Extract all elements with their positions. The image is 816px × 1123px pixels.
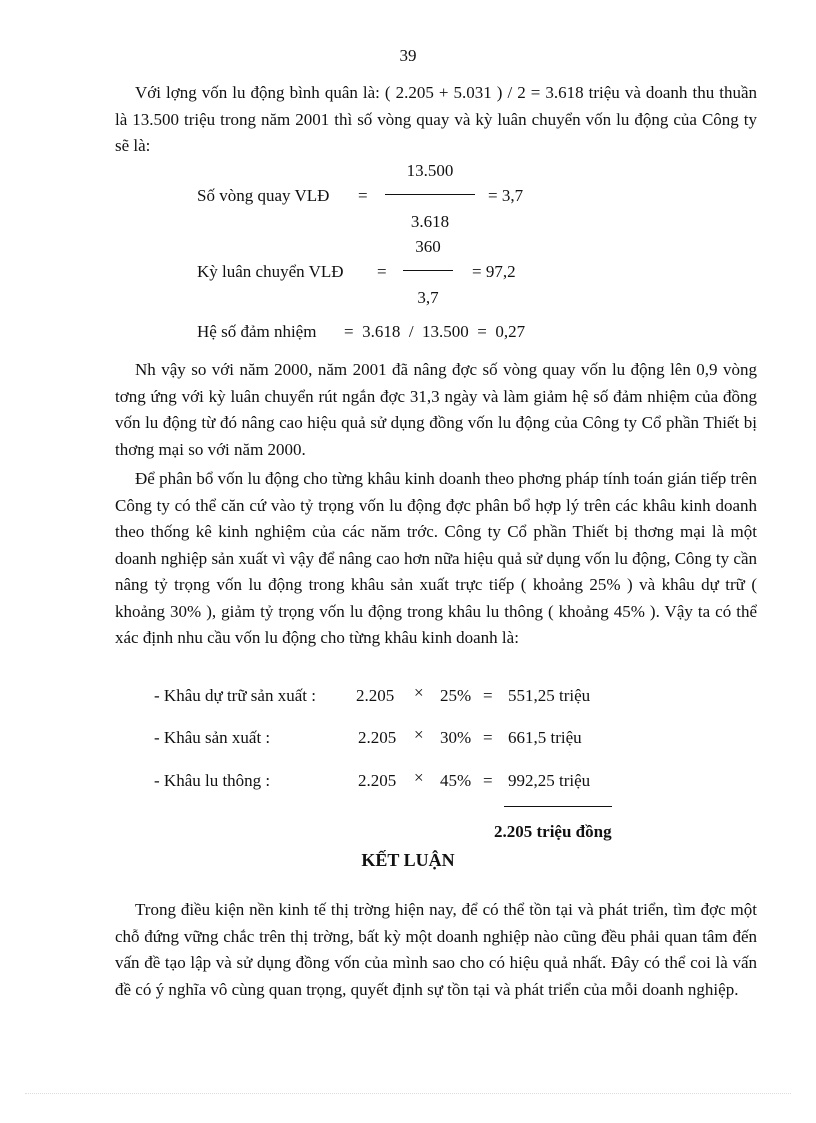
page-number: 39	[399, 46, 417, 65]
formula1-label: Số vòng quay VLĐ	[197, 186, 330, 205]
item2-equals: =	[483, 728, 493, 747]
formula2-label: Kỳ luân chuyển VLĐ	[197, 262, 344, 281]
formula2-equals: =	[377, 262, 387, 281]
item1-percent: 25%	[440, 686, 472, 705]
formula1-denominator: 3.618	[410, 212, 450, 231]
item2-percent: 30%	[440, 728, 472, 747]
paragraph-intro: Với lợng vốn lu động bình quân là: ( 2.205 + 5.031 ) / 2 = 3.618 triệu và doanh thu thuần là 13.500 triệu trong năm 2001 thì số vòng quay và kỳ luân chuyển vốn lu động của Công ty sẽ là:	[115, 83, 757, 155]
item3-equals: =	[483, 771, 493, 790]
item2-base: 2.205	[358, 728, 397, 747]
item2-label: - Khâu sản xuất :	[154, 728, 271, 747]
formula1-equals: =	[358, 186, 368, 205]
paragraph-allocation: Để phân bổ vốn lu động cho từng khâu kinh doanh theo phơng pháp tính toán gián tiếp trên Công ty có thể căn cứ vào tỷ trọng vốn lu động đợc phân bổ hợp lý trên các khâu kinh doanh theo thống kê kinh nghiệm của các năm trớc. Công ty Cổ phần Thiết bị thơng mại là một doanh nghiệp sản xuất vì vậy để nâng cao hơn nữa hiệu quả sử dụng vốn lu động, Công ty cần nâng tỷ trọng vốn lu động trong khâu sản xuất trực tiếp ( khoảng 25% ) và khâu dự trữ ( khoảng 30% ), giảm tỷ trọng vốn lu động trong khâu lu thông ( khoảng 45% ). Vậy ta có thể xác định nhu cầu vốn lu động cho từng khâu kinh doanh là:	[115, 469, 757, 647]
formula1-fraction-bar	[385, 194, 475, 195]
item3-percent: 45%	[440, 771, 472, 790]
paragraph-comparison: Nh vậy so với năm 2000, năm 2001 đã nâng đợc số vòng quay vốn lu động lên 0,9 vòng tơng ứng với kỳ luân chuyển rút ngắn đợc 31,3 ngày và làm giảm hệ số đảm nhiệm của đồng vốn lu động từ đó nâng cao hiệu quả sử dụng đồng vốn lu động của Công ty Cổ phần Thiết bị thơng mại so với năm 2000.	[115, 360, 757, 459]
formula3-label: Hệ số đảm nhiệm	[197, 322, 317, 341]
item3-multiply: ×	[414, 768, 424, 787]
item1-equals: =	[483, 686, 493, 705]
formula1-result: = 3,7	[488, 186, 524, 205]
formula2-numerator: 360	[415, 237, 441, 256]
item3-result: 992,25 triệu	[508, 771, 591, 790]
item1-base: 2.205	[356, 686, 395, 705]
item2-multiply: ×	[414, 725, 424, 744]
total-value: 2.205 triệu đồng	[494, 822, 612, 841]
paragraph-conclusion: Trong điều kiện nền kinh tế thị trờng hiện nay, để có thể tồn tại và phát triển, tìm đợc một chỗ đứng vững chắc trên thị trờng, bất kỳ một doanh nghiệp nào cũng đều phải quan tâm đến vấn đề tạo lập và sử dụng đồng vốn của mình sao cho có hiệu quả nhất. Đây có thể coi là vấn đề có ý nghĩa vô cùng quan trọng, quyết định sự tồn tại và phát triển của mỗi doanh nghiệp.	[115, 900, 757, 999]
section-heading-conclusion: KẾT LUẬN	[361, 850, 455, 870]
item1-label: - Khâu dự trữ sản xuất :	[154, 686, 316, 705]
item3-label: - Khâu lu thông :	[154, 771, 271, 790]
formula3-expression: = 3.618 / 13.500 = 0,27	[344, 322, 526, 341]
footer-divider	[25, 1093, 791, 1094]
total-rule	[504, 806, 612, 807]
formula2-result: = 97,2	[472, 262, 516, 281]
formula2-fraction-bar	[403, 270, 453, 271]
formula2-denominator: 3,7	[417, 288, 439, 307]
formula1-numerator: 13.500	[406, 161, 454, 180]
item2-result: 661,5 triệu	[508, 728, 582, 747]
item1-result: 551,25 triệu	[508, 686, 591, 705]
item1-multiply: ×	[414, 683, 424, 702]
item3-base: 2.205	[358, 771, 397, 790]
